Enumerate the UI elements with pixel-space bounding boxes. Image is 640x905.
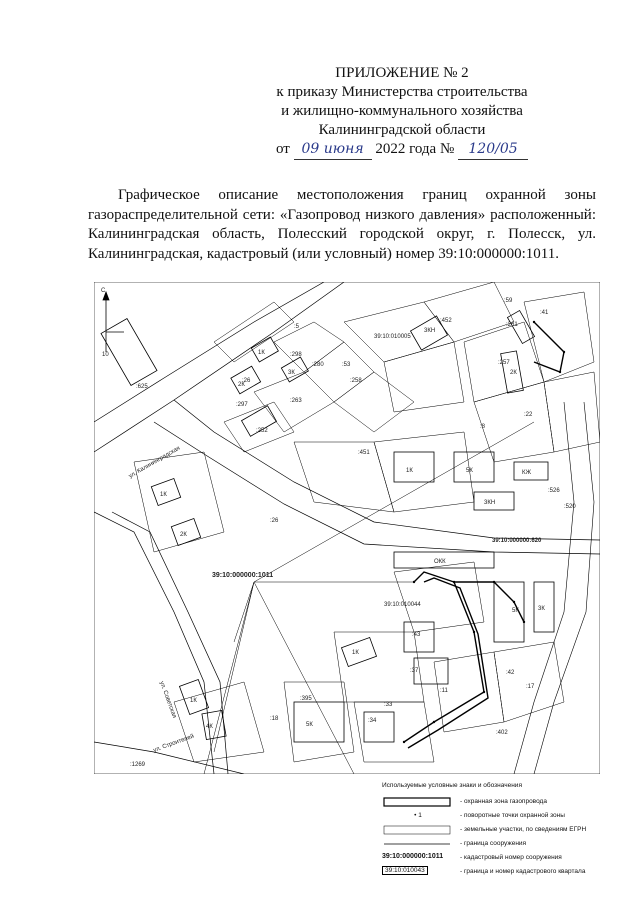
building-label: 5К: [306, 722, 313, 728]
building-label: 3К: [538, 606, 545, 612]
order-reference-line3: Калининградской области: [318, 122, 486, 138]
parcel-label: :42: [506, 670, 515, 676]
building-label: 2К: [510, 370, 517, 376]
parcel-label: :257: [498, 360, 510, 366]
parcel-label: :26: [242, 378, 251, 384]
legend-item-parcels: [382, 824, 622, 836]
year-text: 2022 года №: [375, 141, 455, 157]
building-label: 4К: [206, 724, 213, 730]
legend-item-label: - граница и номер кадастрового квартала: [460, 868, 586, 875]
legend-symbol-quarter: [382, 866, 454, 879]
legend-title: Используемые условные знаки и обозначения: [382, 782, 522, 789]
legend-item-protection-zone: [382, 796, 622, 808]
building-label: 3КН: [484, 500, 496, 506]
building-label: 1К: [160, 492, 167, 498]
parcel-label: :11: [440, 688, 448, 694]
street-label: ул. Советская: [158, 680, 177, 720]
parcel-label: :1269: [130, 762, 146, 768]
legend-symbol-boundary: [382, 838, 454, 850]
building-label: 3КН: [424, 328, 436, 334]
quarter-label-2: 39:10:000000:620: [492, 538, 542, 544]
legend-item-label: - граница сооружения: [460, 840, 527, 847]
appendix-header: [252, 64, 552, 160]
parcel-label: :526: [548, 488, 560, 494]
legend-item-turning-points: [382, 810, 622, 822]
legend-item-label: - поворотные точки охранной зоны: [460, 812, 565, 819]
date-prefix: от: [275, 141, 290, 157]
scale-label: 10: [102, 352, 109, 358]
parcel-label: :402: [496, 730, 508, 736]
legend-item-label: - земельные участки, по сведениям ЕГРН: [460, 826, 587, 833]
quarter-label-1: 39:10:010005: [374, 334, 411, 340]
parcel-label: :298: [290, 352, 302, 358]
parcel-label: :43: [412, 632, 421, 638]
legend-item-quarter: [382, 866, 622, 878]
street-label: ул. Калининградская: [128, 445, 182, 480]
building-label: ОКК: [434, 559, 446, 565]
parcel-label: :33: [384, 702, 393, 708]
appendix-title: ПРИЛОЖЕНИЕ № 2: [335, 65, 469, 81]
parcel-label: :451: [358, 450, 370, 456]
parcel-label: :37: [410, 668, 419, 674]
building-label: 5К: [466, 468, 473, 474]
map-cadastral-number: 39:10:000000:1011: [212, 572, 274, 579]
parcel-label: :258: [350, 378, 362, 384]
legend-item-label: - охранная зона газопровода: [460, 798, 547, 805]
parcel-label: :53: [342, 362, 351, 368]
quarter-label-3: 39:10:010044: [384, 602, 421, 608]
legend-symbol-parcel: [382, 824, 454, 836]
parcel-label: :625: [136, 384, 148, 390]
north-letter: С: [101, 288, 106, 294]
parcel-label: :280: [312, 362, 324, 368]
building-label: 2К: [180, 532, 187, 538]
legend-symbol-zone: [382, 796, 454, 808]
parcel-label: :18: [270, 716, 279, 722]
parcel-label: :8: [480, 424, 486, 430]
parcel-label: :261: [506, 322, 518, 328]
building-label: 1К: [406, 468, 413, 474]
handwritten-order-number: 120/05: [458, 140, 528, 160]
order-reference-line2: и жилищно-коммунального хозяйства: [281, 103, 523, 119]
handwritten-date: 09 июня: [294, 140, 372, 160]
building-label: 1К: [190, 698, 197, 704]
legend-symbol-cadastral: 39:10:000000:1011: [382, 853, 444, 860]
parcel-label: :252: [256, 428, 268, 434]
parcel-label: :22: [524, 412, 533, 418]
parcel-label: :520: [564, 504, 576, 510]
graphic-description-paragraph: Графическое описание местоположения границ охранной зоны газораспределительной сети: «Газопровод низкого давления» расположенный: Калининградская область, Полесский городской округ, г. Полесск, ул. Калининградская, кадастровый (или условный) номер 39:10:000000:1011.: [88, 187, 596, 262]
parcel-label: :26: [270, 518, 279, 524]
parcel-label: :59: [504, 298, 513, 304]
parcel-label: :395: [300, 696, 312, 702]
building-label: КЖ: [522, 470, 532, 476]
legend-item-cadastral-number: [382, 852, 622, 864]
order-date-line: [252, 140, 552, 160]
parcel-label: :297: [236, 402, 248, 408]
parcel-label: :41: [540, 310, 549, 316]
parcel-label: :263: [290, 398, 302, 404]
legend-symbol-point: • 1: [414, 812, 422, 819]
legend-quarter-number: 39:10:010043: [382, 866, 428, 875]
building-label: 3К: [288, 370, 295, 376]
parcel-label: :5: [294, 324, 300, 330]
building-label: 1К: [258, 350, 265, 356]
building-label: 2К: [238, 382, 245, 388]
parcel-label: :17: [526, 684, 535, 690]
street-label: ул. Строителей: [152, 733, 195, 754]
parcel-label: :452: [440, 318, 452, 324]
cadastral-map: [94, 282, 600, 774]
order-reference-line1: к приказу Министерства строительства: [276, 84, 528, 100]
legend-item-structure-boundary: [382, 838, 622, 850]
building-label: 1К: [352, 650, 359, 656]
building-label: 5К: [512, 608, 519, 614]
legend-item-label: - кадастровый номер сооружения: [460, 854, 562, 861]
parcel-label: :34: [368, 718, 377, 724]
